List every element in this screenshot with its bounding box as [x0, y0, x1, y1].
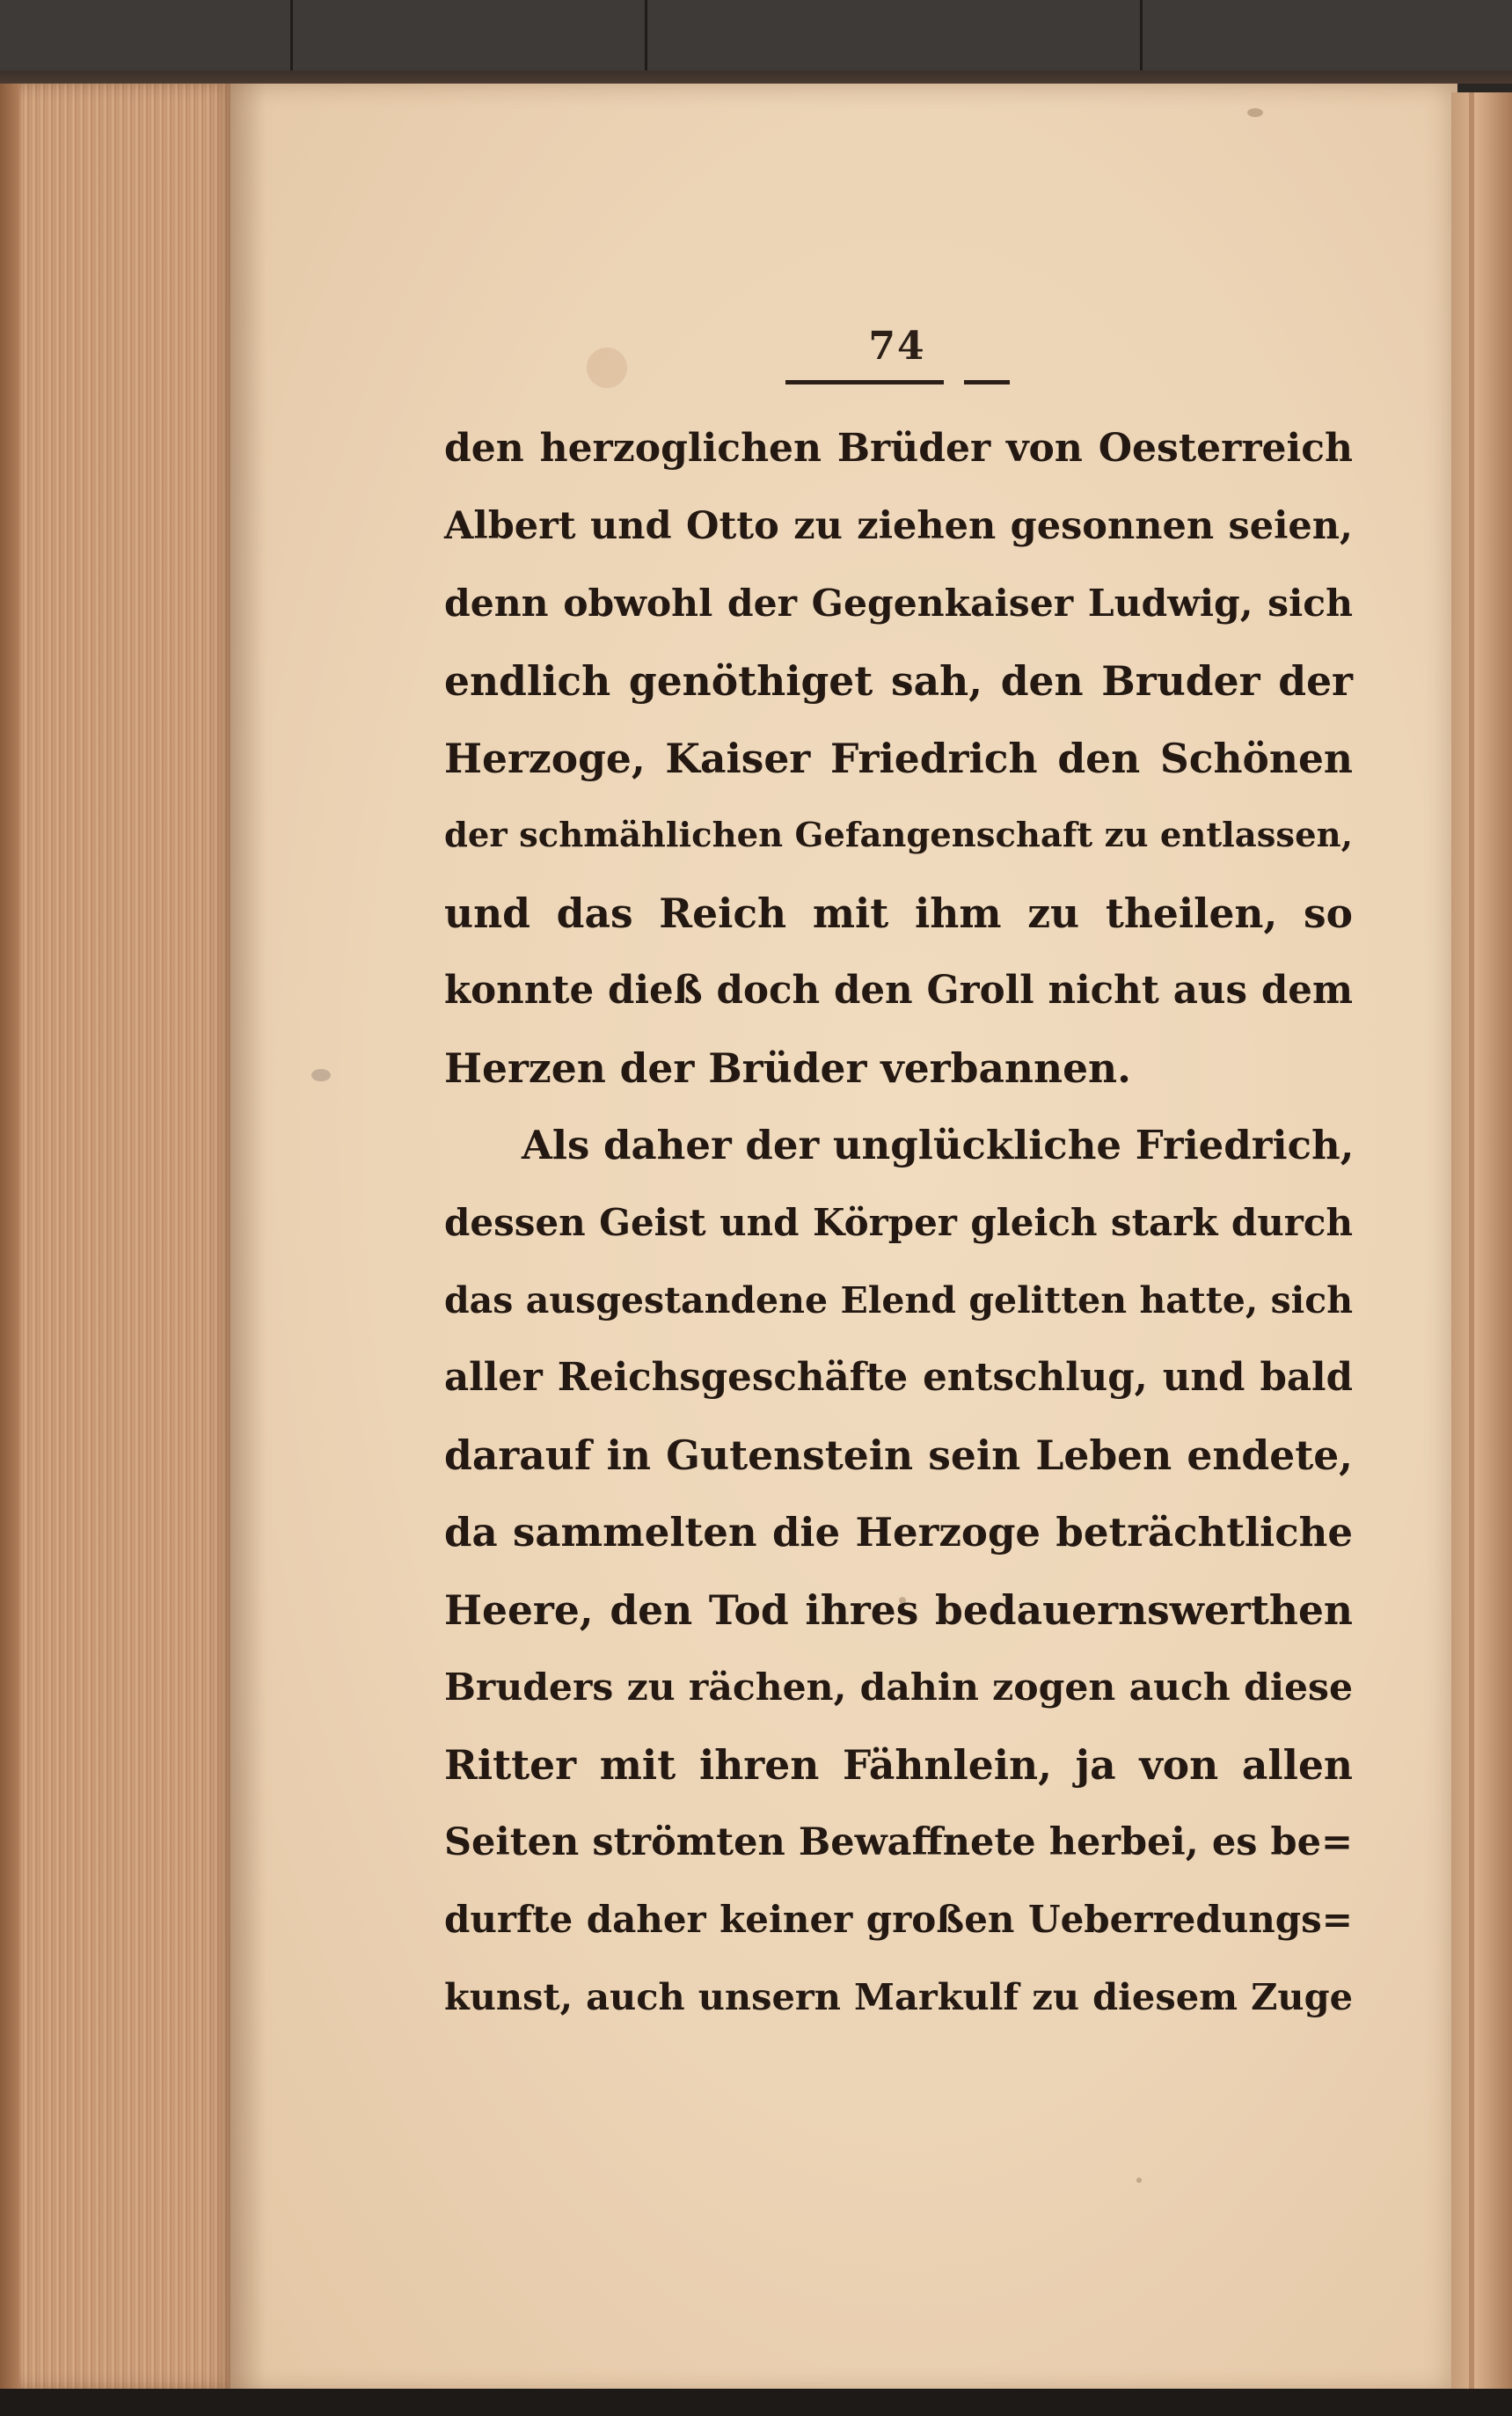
text-line: Heere, den Tod ihres bedauernswerthen	[444, 1586, 1353, 1634]
page-stack-left	[0, 84, 233, 2389]
text-line: Seiten strömten Bewaffnete herbei, es be=	[444, 1820, 1353, 1864]
text-line: der schmählichen Gefangenschaft zu entlassen,	[444, 816, 1353, 855]
text-line: aller Reichsgeschäfte entschlug, und bald	[444, 1355, 1353, 1400]
text-line: Herzoge, Kaiser Friedrich den Schönen	[444, 735, 1353, 782]
paper-stain	[587, 348, 627, 388]
text-line: Ritter mit ihren Fähnlein, ja von allen	[444, 1741, 1353, 1789]
paper-speck	[1247, 108, 1263, 117]
cover-edge	[0, 84, 19, 2389]
text-line: kunst, auch unsern Markulf zu diesem Zuge	[444, 1975, 1353, 2018]
page-number-text: 74	[868, 324, 926, 369]
text-line: denn obwohl der Gegenkaiser Ludwig, sich	[444, 582, 1353, 626]
text-line: den herzoglichen Brüder von Oesterreich	[444, 426, 1353, 471]
paper-speck	[311, 1069, 331, 1081]
page-stack-right	[1451, 92, 1512, 2389]
page-edge-sliver	[1469, 92, 1474, 2389]
paper-speck	[1136, 2178, 1142, 2183]
text-line: darauf in Gutenstein sein Leben endete,	[444, 1431, 1353, 1479]
text-line: Herzen der Brüder verbannen.	[444, 1044, 1131, 1092]
scanner-background	[0, 0, 1512, 84]
text-line: dessen Geist und Körper gleich stark durch	[444, 1201, 1353, 1244]
header-rule	[785, 380, 944, 384]
text-line: da sammelten die Herzoge beträchtliche	[444, 1509, 1353, 1556]
spine-shadow	[230, 84, 266, 2393]
background-panel	[0, 0, 293, 70]
text-line: endlich genöthiget sah, den Bruder der	[444, 657, 1353, 705]
background-panel	[647, 0, 1143, 70]
background-panel	[293, 0, 647, 70]
text-line: das ausgestandene Elend gelitten hatte, sich	[444, 1279, 1353, 1321]
text-line: Als daher der unglückliche Friedrich,	[522, 1122, 1355, 1168]
text-line: durfte daher keiner großen Ueberredungs=	[444, 1898, 1353, 1941]
text-line: und das Reich mit ihm zu theilen, so	[444, 890, 1353, 937]
background-panel	[1143, 0, 1512, 70]
text-line: Albert und Otto zu ziehen gesonnen seien,	[444, 504, 1353, 548]
header-rule	[964, 380, 1010, 384]
text-line: konnte dieß doch den Groll nicht aus dem	[444, 968, 1353, 1013]
scanner-bed	[0, 2389, 1512, 2416]
text-line: Bruders zu rächen, dahin zogen auch diese	[444, 1666, 1353, 1710]
